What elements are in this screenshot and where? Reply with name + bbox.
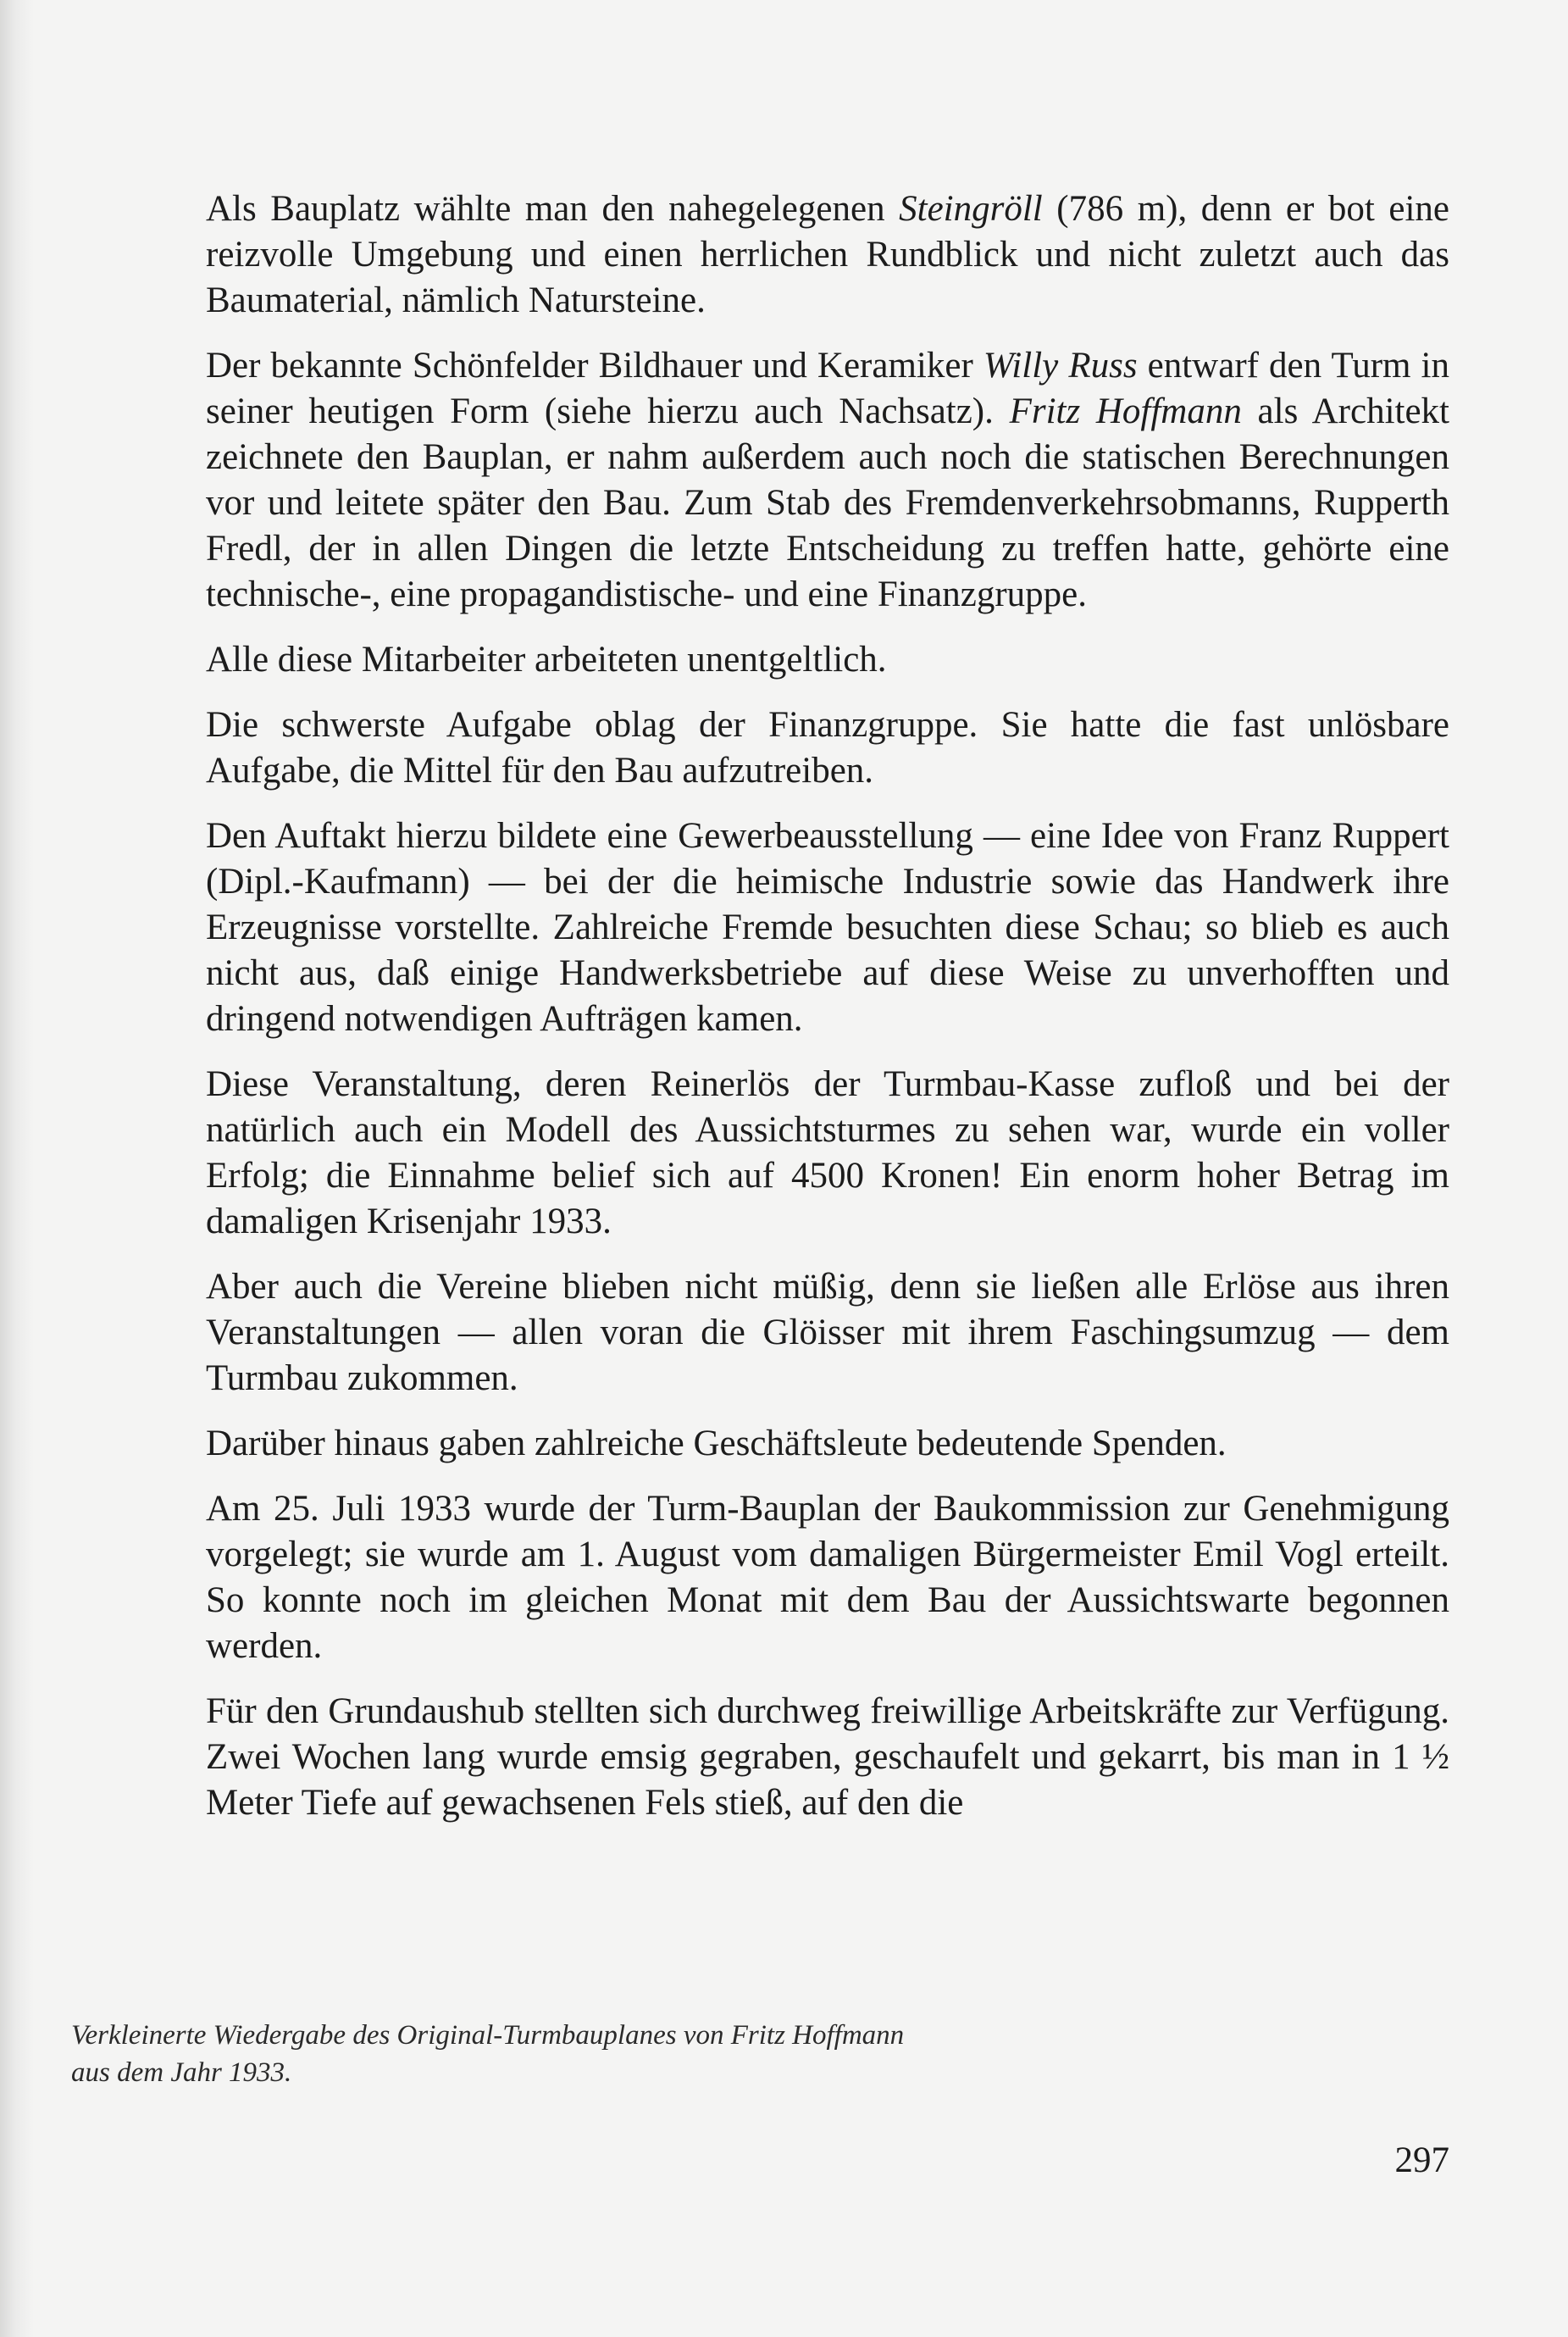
text-segment: Den Auftakt hierzu bildete eine Gewerbeausstellung — eine Idee von Franz Ruppert (Dipl.-Kaufmann) — bei der die heimische Industrie sowie das Handwerk ihre Erzeugnisse vorstellte. Zahlreiche Fremde besuchten diese Schau; so blieb es auch nicht aus, daß einige Handwerksbetriebe auf diese Weise zu unverhofften und dringend notwendigen Aufträgen kamen. — [206, 816, 1449, 1039]
text-segment: Für den Grundaushub stellten sich durchweg freiwillige Arbeitskräfte zur Verfügung. Zwei Wochen lang wurde emsig gegraben, geschaufelt und gekarrt, bis man in 1 ½ Meter Tiefe auf gewachsenen Fels stieß, auf den die — [206, 1691, 1449, 1823]
text-segment: (786 m), denn er bot eine reizvolle Umgebung und einen herrlichen Rundblick und nicht zuletzt auch das Baumaterial, nämlich Natursteine. — [206, 189, 1450, 320]
italic-name: Fritz Hoffmann — [1009, 391, 1242, 431]
text-segment: Als Bauplatz wählte man den nahegelegenen — [206, 189, 900, 229]
text-segment: entwarf den Turm in seiner heutigen Form (siehe hierzu auch Nachsatz). — [206, 346, 1450, 431]
text-segment: Der bekannte Schönfelder Bildhauer und Keramiker — [206, 346, 983, 386]
paragraph — [206, 1689, 1449, 1826]
page-binding-shadow — [0, 0, 34, 2337]
caption-line-2: aus dem Jahr 1933. — [71, 2057, 292, 2088]
figure-caption — [71, 2017, 1088, 2091]
paragraph — [206, 1486, 1449, 1669]
text-segment: Die schwerste Aufgabe oblag der Finanzgruppe. Sie hatte die fast unlösbare Aufgabe, die Mittel für den Bau aufzutreiben. — [206, 705, 1449, 791]
paragraph — [206, 343, 1449, 618]
paragraph — [206, 1421, 1449, 1467]
paragraph — [206, 813, 1449, 1042]
paragraph — [206, 1062, 1449, 1245]
body-text — [206, 186, 1449, 1846]
italic-name: Willy Russ — [983, 346, 1138, 386]
caption-line-1: Verkleinerte Wiedergabe des Original-Turmbauplanes von Fritz Hoffmann — [71, 2020, 905, 2051]
paragraph — [206, 1264, 1449, 1402]
paragraph — [206, 702, 1449, 794]
text-segment: Alle diese Mitarbeiter arbeiteten unentgeltlich. — [206, 640, 887, 680]
text-segment: Am 25. Juli 1933 wurde der Turm-Bauplan der Baukommission zur Genehmigung vorgelegt; sie wurde am 1. August vom damaligen Bürgermeister Emil Vogl erteilt. So konnte noch im gleichen Monat mit dem Bau der Aussichtswarte begonnen werden. — [206, 1489, 1449, 1666]
text-segment: als Architekt zeichnete den Bauplan, er nahm außerdem auch noch die statischen Berechnungen vor und leitete später den Bau. Zum Stab des Fremdenverkehrsobmanns, Rupperth Fredl, der in allen Dingen die letzte Entscheidung zu treffen hatte, gehörte eine technische-, eine propagandistische- und eine Finanzgruppe. — [206, 391, 1449, 614]
italic-name: Steingröll — [899, 189, 1043, 229]
text-segment: Darüber hinaus gaben zahlreiche Geschäftsleute bedeutende Spenden. — [206, 1424, 1227, 1463]
paragraph — [206, 186, 1449, 324]
paragraph — [206, 637, 1449, 683]
text-segment: Aber auch die Vereine blieben nicht müßig, denn sie ließen alle Erlöse aus ihren Veranstaltungen — allen voran die Glöisser mit ihrem Faschingsumzug — dem Turmbau zukommen. — [206, 1267, 1449, 1398]
page-number: 297 — [1394, 2140, 1449, 2180]
text-segment: Diese Veranstaltung, deren Reinerlös der Turmbau-Kasse zufloß und bei der natürlich auch ein Modell des Aussichtsturmes zu sehen war, wurde ein voller Erfolg; die Einnahme belief sich auf 4500 Kronen! Ein enorm hoher Betrag im damaligen Krisenjahr 1933. — [206, 1064, 1449, 1241]
